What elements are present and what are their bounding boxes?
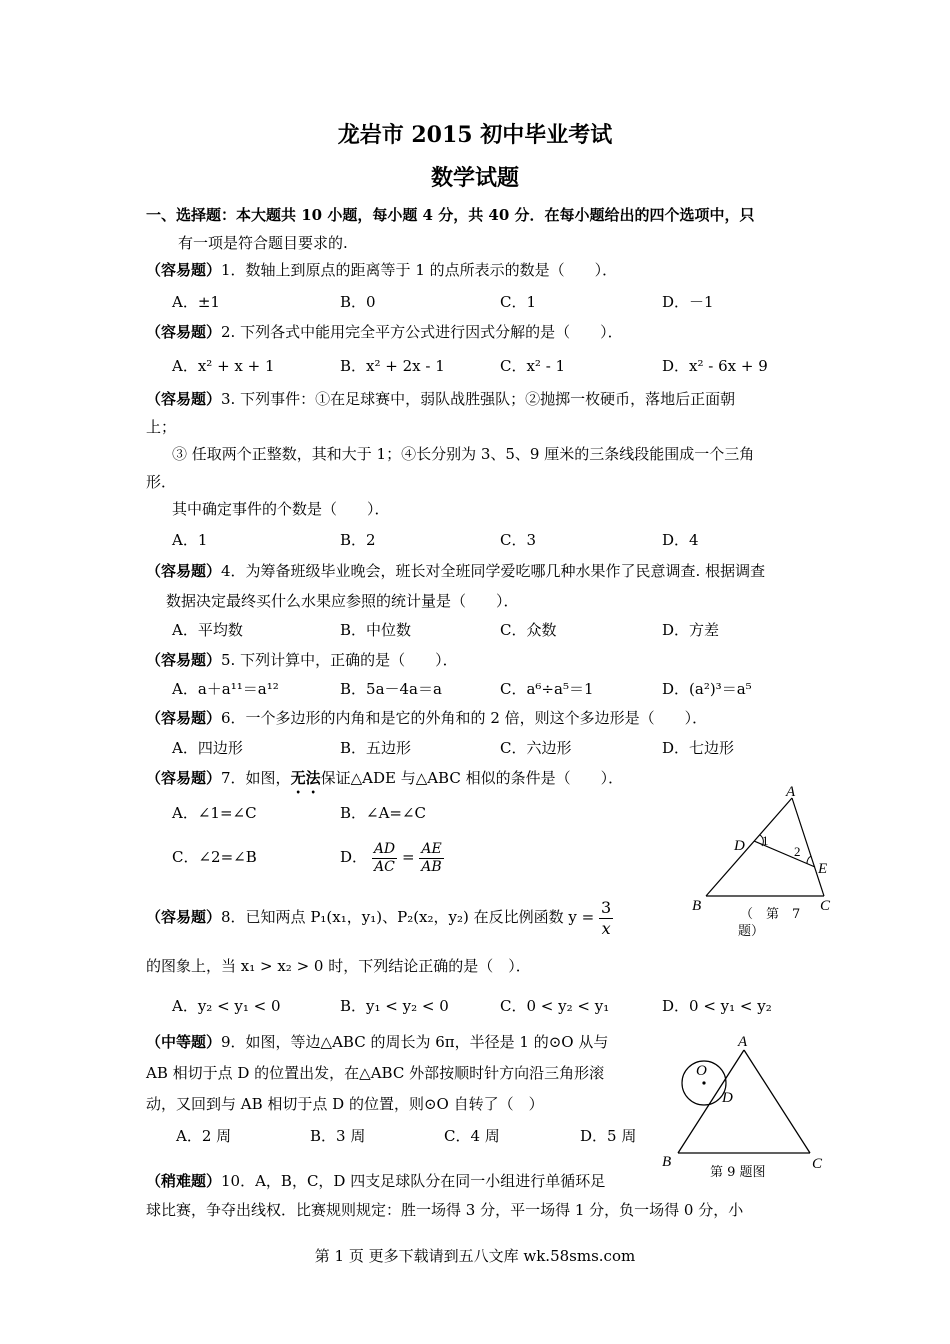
- question-5: [146, 650, 458, 670]
- section-heading: 一、选择题：本大题共 10 小题，每小题 4 分，共 40 分．在每小题给出的四个选项中，只: [146, 206, 755, 224]
- difficulty-tag: （容易题）: [146, 709, 222, 727]
- difficulty-tag: （中等题）: [146, 1033, 222, 1051]
- label-a: A: [786, 784, 796, 800]
- q2-option-c: C．x² - 1: [500, 357, 566, 375]
- label-o: O: [696, 1063, 707, 1079]
- label-d: D: [734, 838, 745, 854]
- label-c: C: [820, 898, 831, 914]
- q8-option-a: A．y₂ < y₁ < 0: [172, 997, 281, 1015]
- q3-option-d: D．4: [662, 531, 699, 549]
- q7-option-c: C．∠2=∠B: [172, 848, 257, 866]
- q3-line3: ③ 任取两个正整数，其和大于 1；④长分别为 3、5、9 厘米的三条线段能围成一个三角: [172, 445, 755, 463]
- q9-option-b: B．3 周: [310, 1127, 366, 1145]
- label-b: B: [662, 1154, 672, 1170]
- question-4: [146, 561, 765, 581]
- question-9: [146, 1032, 608, 1052]
- q4-option-c: C．众数: [500, 621, 557, 639]
- q2-option-a: A．x² + x + 1: [172, 357, 275, 375]
- label-2: 2: [794, 844, 801, 859]
- q1-option-b: B．0: [340, 293, 376, 311]
- q4-option-a: A．平均数: [172, 621, 243, 639]
- q9-line3: 动，又回到与 AB 相切于点 D 的位置，则⊙O 自转了（ ）: [146, 1095, 544, 1113]
- q5-option-d: D．(a²)³＝a⁵: [662, 680, 752, 698]
- label-1: 1: [762, 833, 769, 848]
- question-text: 6．一个多边形的内角和是它的外角和的 2 倍，则这个多边形是（ ）．: [221, 709, 708, 727]
- question-text: 1．数轴上到原点的距离等于 1 的点所表示的数是（ ）．: [221, 261, 618, 279]
- label-b: B: [692, 898, 702, 914]
- question-2: [146, 322, 623, 342]
- q2-option-b: B．x² + 2x - 1: [340, 357, 445, 375]
- label-a: A: [738, 1034, 748, 1050]
- difficulty-tag: （稍难题）: [146, 1172, 222, 1190]
- q7-option-d: [340, 836, 444, 878]
- q1-option-d: D．－1: [662, 293, 714, 311]
- q7-caption-line1: （ 第 7: [740, 907, 801, 922]
- option-label: D．: [340, 848, 368, 866]
- label-d: D: [722, 1090, 733, 1106]
- frac-num: AD: [373, 840, 396, 857]
- q3-line2: 上；: [146, 418, 177, 436]
- question-10: [146, 1171, 605, 1191]
- q4-option-d: D．方差: [662, 621, 720, 639]
- fraction-3-over-x: [599, 898, 613, 939]
- difficulty-tag: （容易题）: [146, 261, 222, 279]
- difficulty-tag: （容易题）: [146, 562, 222, 580]
- q8-option-d: D．0 < y₁ < y₂: [662, 997, 772, 1015]
- question-text: 9．如图，等边△ABC 的周长为 6π，半径是 1 的⊙O 从与: [221, 1033, 609, 1051]
- q10-line2: 球比赛，争夺出线权．比赛规则规定：胜一场得 3 分，平一场得 1 分，负一场得 0 分，小: [146, 1201, 744, 1219]
- difficulty-tag: （容易题）: [146, 323, 222, 341]
- q3-option-c: C．3: [500, 531, 537, 549]
- equals-sign: =: [401, 848, 415, 866]
- q7-option-b: B．∠A=∠C: [340, 804, 427, 822]
- fraction-ad-ac: [372, 841, 397, 876]
- frac-den: AB: [421, 858, 442, 875]
- q6-option-a: A．四边形: [172, 739, 243, 757]
- emphasis-word: 无法: [290, 769, 321, 787]
- q6-option-d: D．七边形: [662, 739, 735, 757]
- section-heading-cont: 有一项是符合题目要求的.: [178, 234, 348, 252]
- q7-option-a: A．∠1=∠C: [172, 804, 257, 822]
- q9-option-c: C．4 周: [444, 1127, 500, 1145]
- q9-line2: AB 相切于点 D 的位置出发，在△ABC 外部按顺时针方向沿三角形滚: [146, 1064, 605, 1082]
- frac-num: 3: [601, 897, 612, 917]
- q6-option-c: C．六边形: [500, 739, 572, 757]
- q3-option-b: B．2: [340, 531, 376, 549]
- q5-option-b: B．5a－4a＝a: [340, 680, 442, 698]
- frac-num: AE: [419, 841, 443, 859]
- q9-option-d: D．5 周: [580, 1127, 637, 1145]
- q8-line2: 的图象上，当 x₁ > x₂ > 0 时，下列结论正确的是（ ）．: [146, 957, 531, 975]
- q3-line4: 形．: [146, 473, 177, 491]
- q8-option-c: C．0 < y₂ < y₁: [500, 997, 610, 1015]
- q8-option-b: B．y₁ < y₂ < 0: [340, 997, 449, 1015]
- question-text: 2. 下列各式中能用完全平方公式进行因式分解的是（ ）．: [221, 323, 623, 341]
- exam-title: 龙岩市 2015 初中毕业考试: [337, 122, 613, 148]
- question-text: 4．为筹备班级毕业晚会，班长对全班同学爱吃哪几种水果作了民意调查. 根据调查: [221, 562, 766, 580]
- q4-line2: 数据决定最终买什么水果应参照的统计量是（ ）．: [166, 592, 519, 610]
- q3-line5: 其中确定事件的个数是（ ）．: [172, 500, 390, 518]
- question-text: 7．如图，: [221, 769, 291, 787]
- q3-option-a: A．1: [172, 531, 208, 549]
- question-text: 8．已知两点 P₁(x₁，y₁)、P₂(x₂，y₂) 在反比例函数 y =: [221, 908, 595, 926]
- difficulty-tag: （容易题）: [146, 769, 222, 787]
- q1-option-c: C．1: [500, 293, 537, 311]
- label-e: E: [818, 861, 828, 877]
- subject-title: 数学试题: [430, 165, 519, 191]
- q7-caption-line2: 题）: [738, 924, 765, 939]
- q6-option-b: B．五边形: [340, 739, 412, 757]
- q9-option-a: A．2 周: [176, 1127, 232, 1145]
- q5-option-a: A．a＋a¹¹＝a¹²: [172, 680, 279, 698]
- question-1: [146, 260, 617, 280]
- question-6: [146, 708, 707, 728]
- question-7: [146, 768, 623, 797]
- q5-option-c: C．a⁶÷a⁵＝1: [500, 680, 594, 698]
- difficulty-tag: （容易题）: [146, 390, 222, 408]
- frac-den: AC: [374, 858, 395, 875]
- q1-option-a: A．±1: [172, 293, 220, 311]
- difficulty-tag: （容易题）: [146, 651, 222, 669]
- page-footer: 第 1 页 更多下载请到五八文库 wk.58sms.com: [314, 1247, 636, 1265]
- difficulty-tag: （容易题）: [146, 908, 222, 926]
- q9-caption: 第 9 题图: [710, 1165, 766, 1180]
- q2-option-d: D．x² - 6x + 9: [662, 357, 768, 375]
- question-text: 10．A，B，C，D 四支足球队分在同一小组进行单循环足: [221, 1172, 606, 1190]
- label-c: C: [812, 1156, 823, 1172]
- question-text: 3. 下列事件：①在足球赛中，弱队战胜强队；②抛掷一枚硬币，落地后正面朝: [221, 390, 736, 408]
- question-text: 5. 下列计算中，正确的是（ ）．: [221, 651, 458, 669]
- question-3: [146, 389, 735, 409]
- question-8: [146, 896, 613, 939]
- question-text-cont: 保证△ADE 与△ABC 相似的条件是（ ）．: [320, 769, 624, 787]
- q4-option-b: B．中位数: [340, 621, 412, 639]
- fraction-ae-ab: [419, 841, 443, 876]
- frac-den: x: [601, 918, 611, 938]
